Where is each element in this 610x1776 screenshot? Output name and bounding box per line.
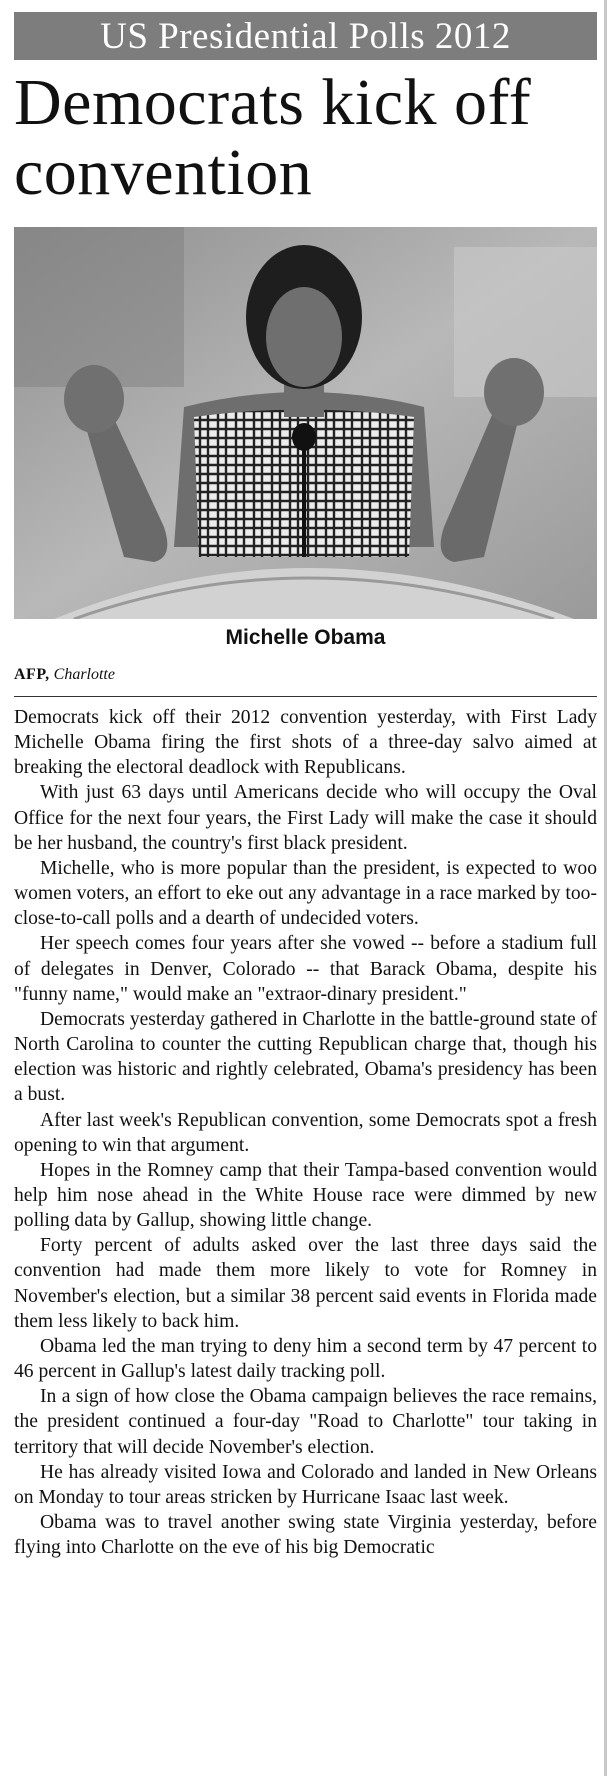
- article-paragraph: Forty percent of adults asked over the last three days said the convention had made them more likely to vote for Romney in November's election, but a similar 38 percent said events in Florida made them less likely to back him.: [14, 1235, 597, 1332]
- article-paragraph: With just 63 days until Americans decide who will occupy the Oval Office for the next four years, the First Lady will make the case it should be her husband, the country's first black president.: [14, 782, 597, 854]
- photo-caption: Michelle Obama: [225, 626, 386, 649]
- article-paragraph: Michelle, who is more popular than the president, is expected to woo women voters, an effort to eke out any advantage in a race marked by too-close-to-call polls and a dearth of undecided voters.: [14, 857, 597, 930]
- article-paragraph: Democrats yesterday gathered in Charlotte in the battle-ground state of North Carolina to counter the cutting Republican charge that, though his election was historic and rightly celebrated, Obama's presidency has been a bust.: [14, 1008, 597, 1106]
- article-paragraph: Her speech comes four years after she vowed -- before a stadium full of delegates in Denver, Colorado -- that Barack Obama, despite his "funny name," would make an "extraor-dinary president.": [14, 933, 597, 1005]
- byline-agency: AFP,: [14, 666, 50, 683]
- article-paragraph: In a sign of how close the Obama campaign believes the race remains, the president continued a four-day "Road to Charlotte" tour taking in territory that will decide November's election.: [14, 1386, 597, 1458]
- news-photo: [14, 227, 597, 619]
- article-paragraph: Obama was to travel another swing state Virginia yesterday, before flying into Charlotte on the eve of his big Democratic: [14, 1512, 597, 1559]
- headline: Democrats kick off convention: [14, 66, 532, 209]
- divider: [14, 696, 597, 697]
- article-paragraph: Obama led the man trying to deny him a second term by 47 percent to 46 percent in Gallup's latest daily tracking poll.: [14, 1335, 597, 1383]
- article-paragraph: He has already visited Iowa and Colorado and landed in New Orleans on Monday to tour areas stricken by Hurricane Isaac last week.: [14, 1461, 597, 1508]
- article-paragraph: Democrats kick off their 2012 convention yesterday, with First Lady Michelle Obama firing the first shots of a three-day salvo aimed at breaking the electoral deadlock with Republicans.: [14, 707, 597, 779]
- byline-location: Charlotte: [53, 666, 115, 683]
- article-body: [14, 705, 597, 1560]
- section-kicker: US Presidential Polls 2012: [14, 12, 597, 60]
- article-paragraph: Hopes in the Romney camp that their Tampa-based convention would help him nose ahead in the White House race were dimmed by new polling data by Gallup, showing little change.: [14, 1159, 597, 1232]
- column-rule: [604, 0, 607, 1776]
- byline: [14, 666, 115, 684]
- article-paragraph: After last week's Republican convention, some Democrats spot a fresh opening to win that argument.: [14, 1109, 597, 1156]
